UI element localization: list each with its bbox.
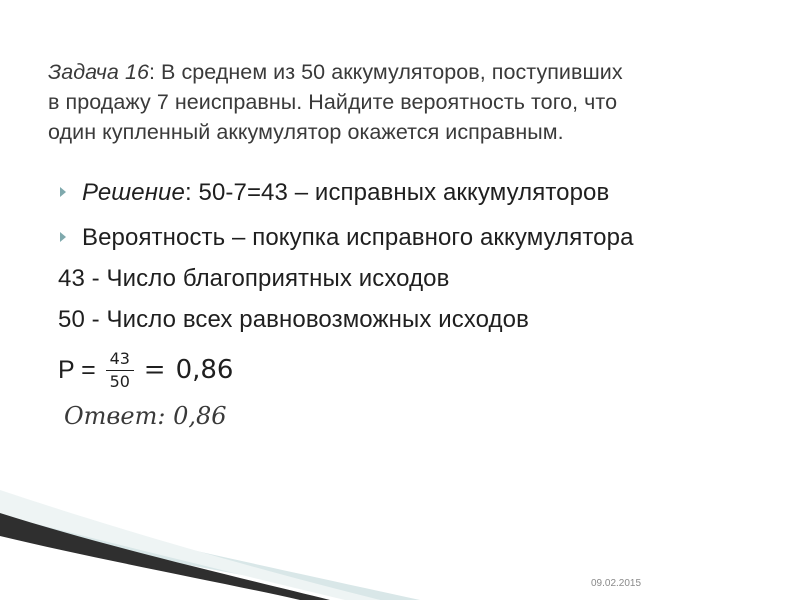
solution-label: Решение	[82, 179, 185, 206]
formula-equals: =	[143, 355, 166, 385]
fraction-denominator: 50	[109, 371, 130, 391]
fraction-numerator: 43	[109, 348, 130, 368]
total-outcomes-line: 50 - Число всех равновозможных исходов	[58, 306, 529, 333]
formula-lhs: P =	[58, 355, 96, 384]
slide-date: 09.02.2015	[591, 578, 642, 589]
answer: Ответ: 0,86	[64, 402, 227, 430]
task-text-1: : В среднем из 50 аккумуляторов, поступивших	[148, 60, 623, 84]
probability-line: Вероятность – покупка исправного аккумулятора	[82, 224, 634, 251]
formula-result: 0,86	[175, 355, 234, 385]
solution-text: : 50-7=43 – исправных аккумуляторов	[184, 179, 610, 206]
task-label: Задача 16	[48, 60, 149, 84]
task-line-2: в продажу 7 неисправны. Найдите вероятность того, что	[48, 90, 618, 114]
task-line-3: один купленный аккумулятор окажется исправным.	[48, 120, 564, 144]
favorable-outcomes-line: 43 - Число благоприятных исходов	[58, 265, 450, 292]
